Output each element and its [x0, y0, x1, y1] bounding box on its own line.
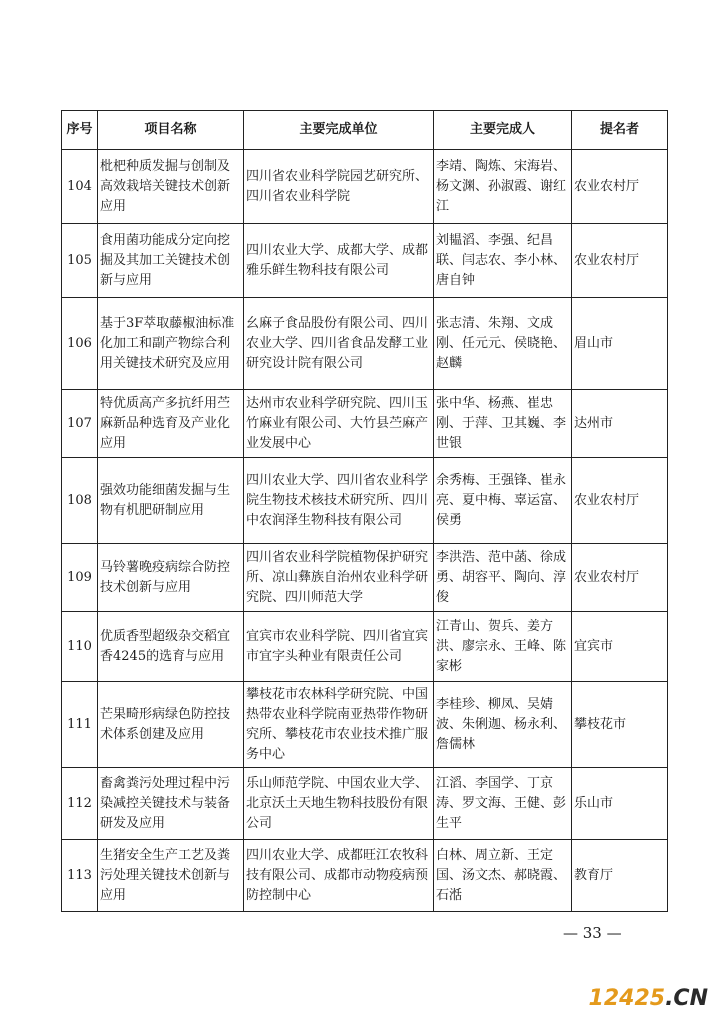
- header-nominator: 提名者: [572, 111, 668, 150]
- table-row: [62, 768, 668, 840]
- table-header-row: [62, 111, 668, 150]
- cell-no: 112: [62, 768, 98, 840]
- cell-units: 幺麻子食品股份有限公司、四川农业大学、四川省食品发酵工业研究设计院有限公司: [244, 298, 434, 390]
- table-row: [62, 298, 668, 390]
- table-row: [62, 224, 668, 298]
- page-number: — 33 —: [563, 924, 622, 942]
- table-row: [62, 458, 668, 544]
- cell-no: 110: [62, 612, 98, 682]
- cell-project-name: 畜禽粪污处理过程中污染减控关键技术与装备研发及应用: [98, 768, 244, 840]
- cell-people: 江滔、李国学、丁京涛、罗文海、王健、彭生平: [434, 768, 572, 840]
- cell-project-name: 生猪安全生产工艺及粪污处理关键技术创新与应用: [98, 840, 244, 912]
- cell-units: 四川省农业科学院园艺研究所、四川省农业科学院: [244, 150, 434, 224]
- header-units: 主要完成单位: [244, 111, 434, 150]
- cell-units: 四川农业大学、四川省农业科学院生物技术核技术研究所、四川中农润泽生物科技有限公司: [244, 458, 434, 544]
- header-project-name: 项目名称: [98, 111, 244, 150]
- site-watermark-logo: [589, 986, 708, 1011]
- cell-no: 109: [62, 544, 98, 612]
- cell-no: 113: [62, 840, 98, 912]
- cell-nominator: 农业农村厅: [572, 458, 668, 544]
- cell-units: 四川农业大学、成都大学、成都雅乐鲜生物科技有限公司: [244, 224, 434, 298]
- cell-project-name: 优质香型超级杂交稻宜香4245的选育与应用: [98, 612, 244, 682]
- table-row: [62, 612, 668, 682]
- cell-nominator: 农业农村厅: [572, 224, 668, 298]
- cell-people: 李靖、陶炼、宋海岩、杨文渊、孙淑霞、谢红江: [434, 150, 572, 224]
- cell-units: 四川农业大学、成都旺江农牧科技有限公司、成都市动物疫病预防控制中心: [244, 840, 434, 912]
- watermark-number: 12425: [588, 986, 666, 1011]
- cell-people: 余秀梅、王强锋、崔永亮、夏中梅、辜运富、侯勇: [434, 458, 572, 544]
- header-no: 序号: [62, 111, 98, 150]
- cell-project-name: 马铃薯晚疫病综合防控技术创新与应用: [98, 544, 244, 612]
- table-row: [62, 390, 668, 458]
- cell-units: 宜宾市农业科学院、四川省宜宾市宜字头种业有限责任公司: [244, 612, 434, 682]
- award-table-container: [61, 110, 667, 912]
- table-row: [62, 682, 668, 768]
- cell-no: 111: [62, 682, 98, 768]
- header-people: 主要完成人: [434, 111, 572, 150]
- cell-units: 达州市农业科学研究院、四川玉竹麻业有限公司、大竹县苎麻产业发展中心: [244, 390, 434, 458]
- watermark-tld: .CN: [665, 986, 708, 1011]
- cell-nominator: 农业农村厅: [572, 150, 668, 224]
- cell-nominator: 教育厅: [572, 840, 668, 912]
- cell-people: 白林、周立新、王定国、汤文杰、郝晓霞、石湉: [434, 840, 572, 912]
- cell-units: 四川省农业科学院植物保护研究所、凉山彝族自治州农业科学研究院、四川师范大学: [244, 544, 434, 612]
- table-row: [62, 544, 668, 612]
- cell-people: 张志清、朱翔、文成刚、任元元、侯晓艳、赵麟: [434, 298, 572, 390]
- cell-units: 乐山师范学院、中国农业大学、北京沃土天地生物科技股份有限公司: [244, 768, 434, 840]
- cell-people: 李桂珍、柳凤、吴婧波、朱俐迦、杨永利、詹儒林: [434, 682, 572, 768]
- cell-nominator: 攀枝花市: [572, 682, 668, 768]
- table-row: [62, 840, 668, 912]
- cell-project-name: 强效功能细菌发掘与生物有机肥研制应用: [98, 458, 244, 544]
- cell-project-name: 基于3F萃取藤椒油标准化加工和副产物综合利用关键技术研究及应用: [98, 298, 244, 390]
- cell-project-name: 芒果畸形病绿色防控技术体系创建及应用: [98, 682, 244, 768]
- cell-no: 107: [62, 390, 98, 458]
- cell-people: 李洪浩、范中菡、徐成勇、胡容平、陶向、淳俊: [434, 544, 572, 612]
- cell-nominator: 眉山市: [572, 298, 668, 390]
- cell-people: 江青山、贺兵、姜方洪、廖宗永、王峰、陈家彬: [434, 612, 572, 682]
- cell-no: 104: [62, 150, 98, 224]
- cell-people: 张中华、杨燕、崔忠刚、于萍、卫其巍、李世银: [434, 390, 572, 458]
- cell-no: 108: [62, 458, 98, 544]
- cell-project-name: 枇杷种质发掘与创制及高效栽培关键技术创新应用: [98, 150, 244, 224]
- cell-units: 攀枝花市农林科学研究院、中国热带农业科学院南亚热带作物研究所、攀枝花市农业技术推广服务中心: [244, 682, 434, 768]
- award-table: [61, 110, 668, 912]
- cell-people: 刘韫滔、李强、纪昌联、闫志农、李小林、唐自钟: [434, 224, 572, 298]
- cell-project-name: 特优质高产多抗纤用苎麻新品种选育及产业化应用: [98, 390, 244, 458]
- cell-nominator: 宜宾市: [572, 612, 668, 682]
- cell-nominator: 达州市: [572, 390, 668, 458]
- cell-project-name: 食用菌功能成分定向挖掘及其加工关键技术创新与应用: [98, 224, 244, 298]
- cell-nominator: 乐山市: [572, 768, 668, 840]
- cell-no: 106: [62, 298, 98, 390]
- cell-nominator: 农业农村厅: [572, 544, 668, 612]
- cell-no: 105: [62, 224, 98, 298]
- table-row: [62, 150, 668, 224]
